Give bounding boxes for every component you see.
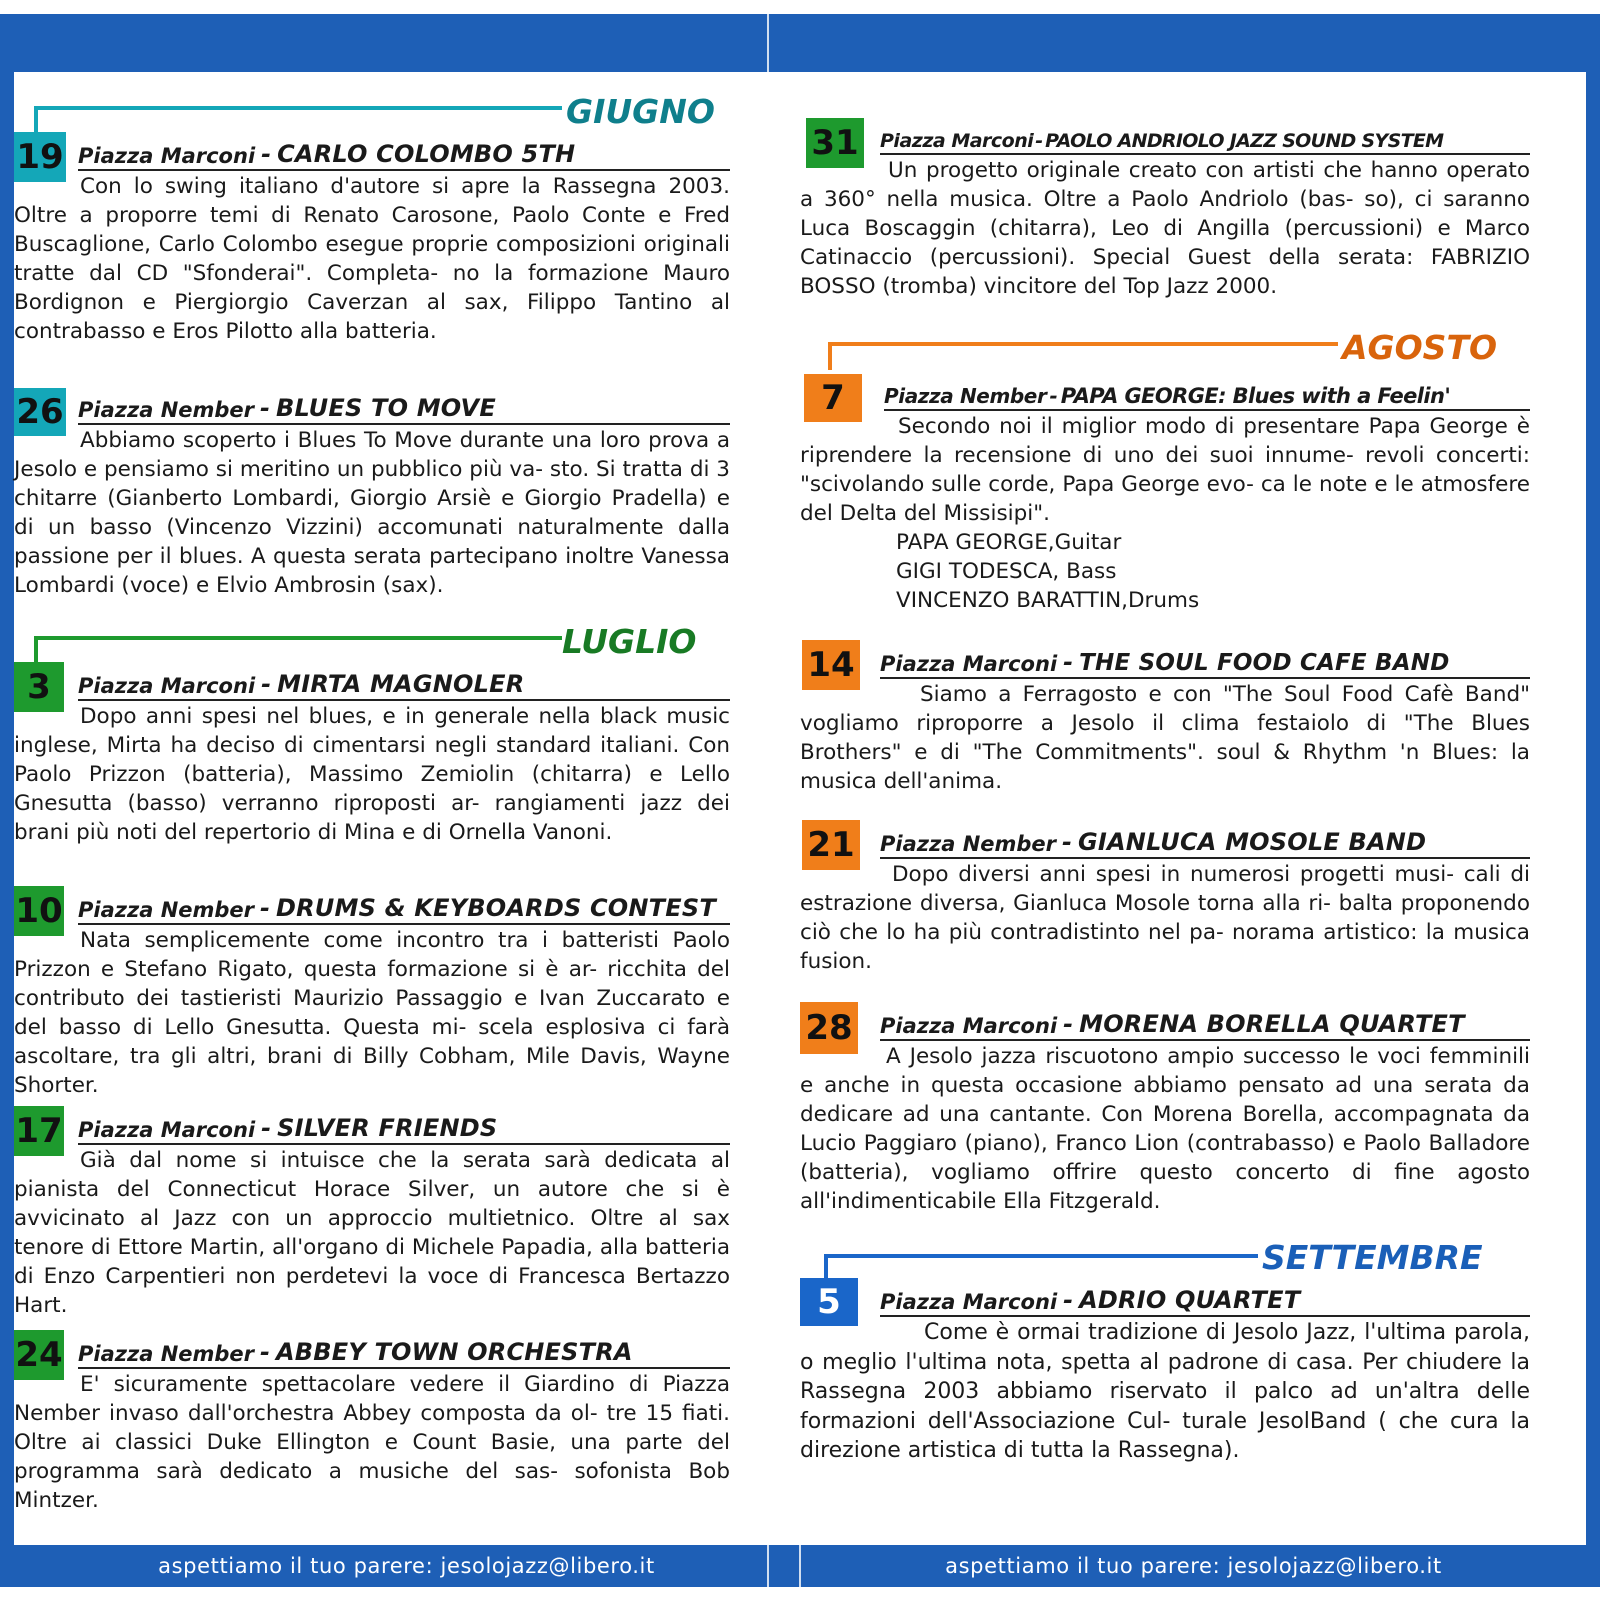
month-bracket [34,106,38,134]
month-settembre: SETTEMBRE [1262,1238,1483,1277]
event-header: Piazza Marconi - CARLO COLOMBO 5TH [78,132,730,171]
event-artist: ADRIO QUARTET [1079,1286,1301,1314]
fold-divider [799,1545,801,1587]
event-header: Piazza Nember - GIANLUCA MOSOLE BAND [880,820,1530,859]
event-10 [14,886,730,1098]
event-5 [800,1278,1530,1538]
event-header: Piazza Nember - PAPA GEORGE: Blues with a Feelin' [884,372,1530,411]
right-border [1586,14,1600,1587]
event-day: 28 [800,1002,858,1054]
event-venue: Piazza Marconi [880,652,1058,676]
event-artist: DRUMS & KEYBOARDS CONTEST [276,894,716,922]
event-venue: Piazza Nember [884,384,1047,408]
page-fold [767,14,769,1587]
event-artist: SILVER FRIENDS [277,1114,498,1142]
event-day: 26 [14,388,66,436]
month-bracket [34,636,38,664]
footer-contact-left: aspettiamo il tuo parere: jesolojazz@libero.it [158,1554,655,1578]
event-venue: Piazza Nember [78,898,255,922]
event-day: 19 [14,132,66,182]
event-day: 24 [14,1330,64,1380]
event-artist: GIANLUCA MOSOLE BAND [1078,828,1427,856]
event-header: Piazza Nember - ABBEY TOWN ORCHESTRA [78,1330,730,1369]
event-day: 14 [802,640,860,690]
event-28 [800,1002,1530,1252]
event-description: Già dal nome si intuisce che la serata sarà dedicata al pianista del Connecticut Horace Silver, un autore che si è avvicinato al Jazz con un approccio multietnico. Oltre al sax tenore di Ettore Martin, all'organo di Michele Papadia, alla batteria di Enzo Carpentieri non perdetevi la voce di Francesca Bertazzo Hart. [14,1148,730,1318]
event-artist: PAOLO ANDRIOLO JAZZ SOUND SYSTEM [1045,130,1444,152]
footer-banner [14,1545,1586,1587]
event-description: Nata semplicemente come incontro tra i batteristi Paolo Prizzon e Stefano Rigato, questa formazione si è ar- ricchita del contributo dei tastieristi Maurizio Passaggio e Ivan Zuccarato e del basso di Lello Gnesutta. Questa mi- scela esplosiva ci farà ascoltare, tra gli altri, brani di Billy Cobham, Mile Davis, Wayne Shorter. [14,928,730,1098]
event-description: Con lo swing italiano d'autore si apre la Rassegna 2003. Oltre a proporre temi di Renato Carosone, Paolo Conte e Fred Buscaglione, Carlo Colombo esegue proprie composizioni originali tratte dal CD "Sfonderai". Completa- no la formazione Mauro Bordignon e Piergiorgio Caverzan al sax, Filippo Tantino al contrabasso e Eros Pilotto alla batteria. [14,174,730,344]
event-artist: CARLO COLOMBO 5TH [277,140,576,168]
event-venue: Piazza Marconi [880,1290,1058,1314]
event-venue: Piazza Nember [78,1342,255,1366]
event-header: Piazza Nember - BLUES TO MOVE [78,386,730,425]
month-rule [34,636,562,640]
event-venue: Piazza Nember [78,398,255,422]
event-venue: Piazza Marconi [78,674,256,698]
event-artist: MORENA BORELLA QUARTET [1079,1010,1465,1038]
event-header: Piazza Marconi - MIRTA MAGNOLER [78,662,730,701]
event-day: 21 [802,820,860,870]
event-21 [800,820,1530,980]
event-31 [800,116,1530,336]
event-description: Un progetto originale creato con artisti che hanno operato a 360° nella musica. Oltre a Paolo Andriolo (bas- so), ci saranno Luca Boscaggin (chitarra), Leo di Angilla (percussioni) e Marco Catinaccio (percussioni). Special Guest della serata: FABRIZIO BOSSO (tromba) vincitore del Top Jazz 2000. [800,158,1530,299]
event-description: Siamo a Ferragosto e con "The Soul Food Cafè Band" vogliamo riproporre a Jesolo il clima festaiolo di "The Blues Brothers" e di "The Commitments". soul & Rhythm 'n Blues: la musica dell'anima. [800,682,1530,794]
event-3 [14,662,730,862]
event-header: Piazza Marconi - THE SOUL FOOD CAFE BAND [880,640,1530,679]
event-description: Dopo diversi anni spesi in numerosi progetti musi- cali di estrazione diversa, Gianluca Mosole torna alla ri- balta proponendo ciò che lo ha più contradistinto nel pa- norama artistico: la musica fusion. [800,862,1530,974]
event-14 [800,640,1530,800]
event-day: 17 [14,1106,64,1156]
lineup-list [896,528,1199,615]
lineup-item: VINCENZO BARATTIN,Drums [896,588,1200,613]
footer-contact-right: aspettiamo il tuo parere: jesolojazz@libero.it [945,1554,1442,1578]
event-description: Come è ormai tradizione di Jesolo Jazz, l'ultima parola, o meglio l'ultima nota, spetta al padrone di casa. Per chiudere la Rassegna 2003 abbiamo riservato il palco ad un'altra delle formazioni dell'Associazione Cul- turale JesolBand ( che cura la direzione artistica di tutta la Rassegna). [800,1320,1530,1463]
month-rule [824,1254,1258,1258]
event-header: Piazza Marconi - ADRIO QUARTET [880,1278,1530,1317]
event-header: Piazza Marconi - SILVER FRIENDS [78,1106,730,1145]
event-artist: PAPA GEORGE: Blues with a Feelin' [1060,384,1451,408]
month-giugno: GIUGNO [566,92,715,131]
event-day: 10 [14,886,64,936]
event-description: Secondo noi il miglior modo di presentare Papa George è riprendere la recensione di uno dei suoi innume- revoli concerti: "scivolando sulle corde, Papa George evo- ca le note e le atmosfere del Delta del Missisipi". [800,414,1530,526]
event-description: Abbiamo scoperto i Blues To Move durante una loro prova a Jesolo e pensiamo si meritino un pubblico più va- sto. Si tratta di 3 chitarre (Gianberto Lombardi, Giorgio Arsiè e Giorgio Pradella) e di un basso (Vincenzo Vizzini) accomunati naturalmente dalla passione per il blues. A questa serata partecipano inoltre Vanessa Lombardi (voce) e Elvio Ambrosin (sax). [14,428,730,598]
event-artist: BLUES TO MOVE [276,394,496,422]
event-artist: ABBEY TOWN ORCHESTRA [276,1338,633,1366]
event-description: A Jesolo jazza riscuotono ampio successo le voci femminili e anche in questa occasione abbiamo pensato ad una serata da dedicare ad una cantante. Con Morena Borella, accompagnata da Lucio Paggiaro (piano), Franco Lion (contrabasso) e Paolo Balladore (batteria), vogliamo offrire questo concerto di fine agosto all'indimenticabile Ella Fitzgerald. [800,1044,1530,1214]
event-venue: Piazza Marconi [78,144,256,168]
event-7 [800,372,1530,612]
month-rule [34,106,562,110]
event-venue: Piazza Marconi [880,1014,1058,1038]
event-day: 7 [804,374,862,422]
event-day: 3 [14,662,64,712]
event-day: 31 [806,118,864,168]
event-artist: THE SOUL FOOD CAFE BAND [1079,650,1450,676]
event-header: Piazza Marconi - PAOLO ANDRIOLO JAZZ SOUND SYSTEM [880,116,1530,155]
event-19 [14,132,730,362]
event-artist: MIRTA MAGNOLER [277,670,525,698]
event-venue: Piazza Nember [880,832,1057,856]
event-description: E' sicuramente spettacolare vedere il Giardino di Piazza Nember invaso dall'orchestra Abbey composta da ol- tre 15 fiati. Oltre ai classici Duke Ellington e Count Basie, una parte del programma sarà dedicato a musiche del sas- sofonista Bob Mintzer. [14,1372,730,1513]
lineup-item: GIGI TODESCA, Bass [896,559,1117,584]
event-17 [14,1106,730,1318]
month-bracket [828,342,832,370]
month-agosto: AGOSTO [1342,328,1498,367]
event-header: Piazza Marconi - MORENA BORELLA QUARTET [880,1002,1530,1041]
left-border [0,14,14,1587]
lineup-item: PAPA GEORGE,Guitar [896,530,1122,555]
top-banner [14,14,1586,72]
month-luglio: LUGLIO [562,622,697,661]
event-header: Piazza Nember - DRUMS & KEYBOARDS CONTEST [78,886,730,925]
event-24 [14,1330,730,1520]
event-venue: Piazza Marconi [880,130,1034,152]
event-description: Dopo anni spesi nel blues, e in generale nella black music inglese, Mirta ha deciso di cimentarsi negli standard italiani. Con Paolo Prizzon (batteria), Massimo Zemiolin (chitarra) e Lello Gnesutta (basso) verranno riproposti ar- rangiamenti jazz dei brani più noti del repertorio di Mina e di Ornella Vanoni. [14,704,730,845]
event-26 [14,386,730,616]
event-day: 5 [800,1278,858,1326]
event-venue: Piazza Marconi [78,1118,256,1142]
month-rule [828,342,1338,346]
